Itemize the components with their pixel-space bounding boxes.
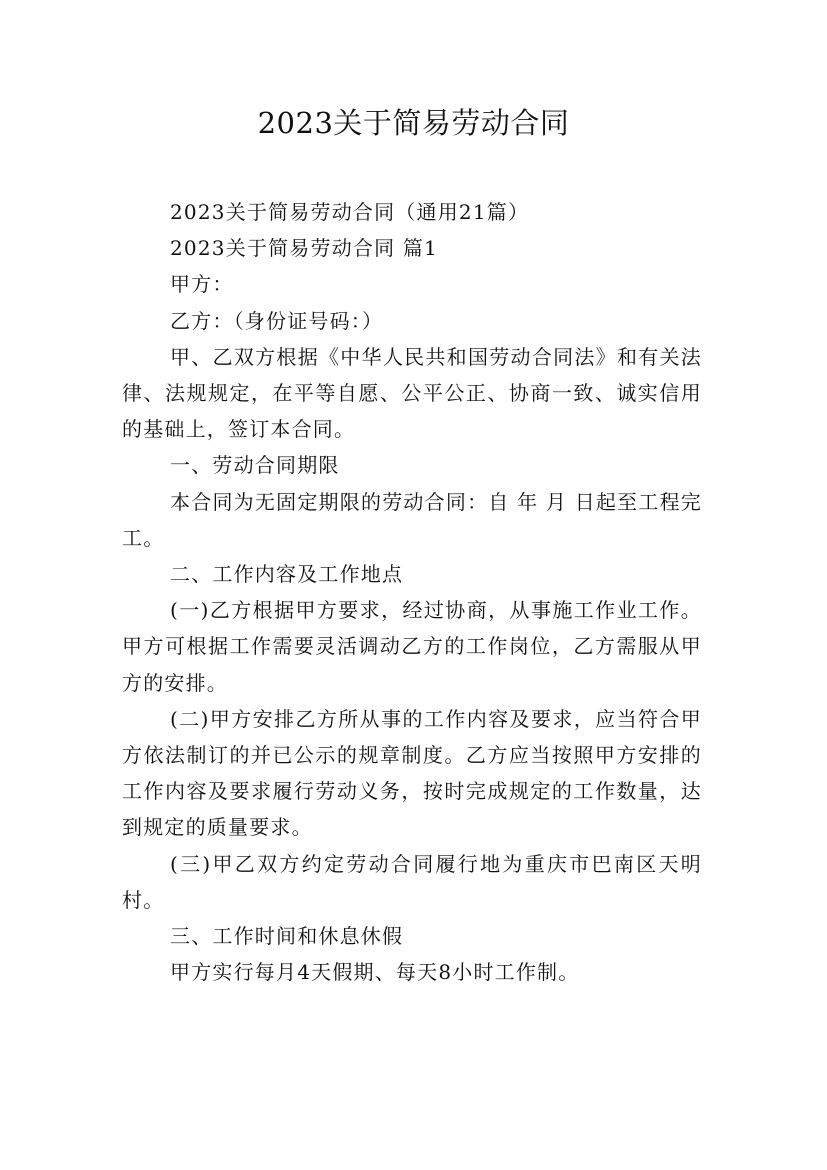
- section-heading-hours: 三、工作时间和休息休假: [170, 924, 404, 949]
- contract-heading: 2023关于简易劳动合同 篇1: [170, 236, 438, 261]
- work-clause-2: (二)甲方安排乙方所从事的工作内容及要求，应当符合甲方依法制订的并已公示的规章制度。乙方应当按照甲方安排的工作内容及要求履行劳动义务，按时完成规定的工作数量，达到规定的质量要求。: [122, 706, 702, 840]
- party-b-line: 乙方：（身份证号码：）: [170, 308, 384, 333]
- term-paragraph: 本合同为无固定期限的劳动合同：自 年 月 日起至工程完工。: [122, 489, 702, 550]
- hours-paragraph: 甲方实行每月4天假期、每天8小时工作制。: [170, 960, 580, 985]
- document-title: 2023关于简易劳动合同: [257, 106, 570, 140]
- document-body: [122, 194, 702, 990]
- section-heading-term: 一、劳动合同期限: [170, 453, 340, 478]
- section-heading-work: 二、工作内容及工作地点: [170, 562, 404, 587]
- work-clause-3: (三)甲乙双方约定劳动合同履行地为重庆市巴南区天明村。: [122, 851, 702, 912]
- work-clause-1: (一)乙方根据甲方要求，经过协商，从事施工作业工作。甲方可根据工作需要灵活调动乙方的工作岗位，乙方需服从甲方的安排。: [122, 598, 702, 695]
- party-a-line: 甲方：: [170, 272, 234, 297]
- contract-subtitle: 2023关于简易劳动合同（通用21篇）: [170, 200, 530, 224]
- preamble-paragraph: 甲、乙双方根据《中华人民共和国劳动合同法》和有关法律、法规规定，在平等自愿、公平公正、协商一致、诚实信用的基础上，签订本合同。: [122, 344, 702, 442]
